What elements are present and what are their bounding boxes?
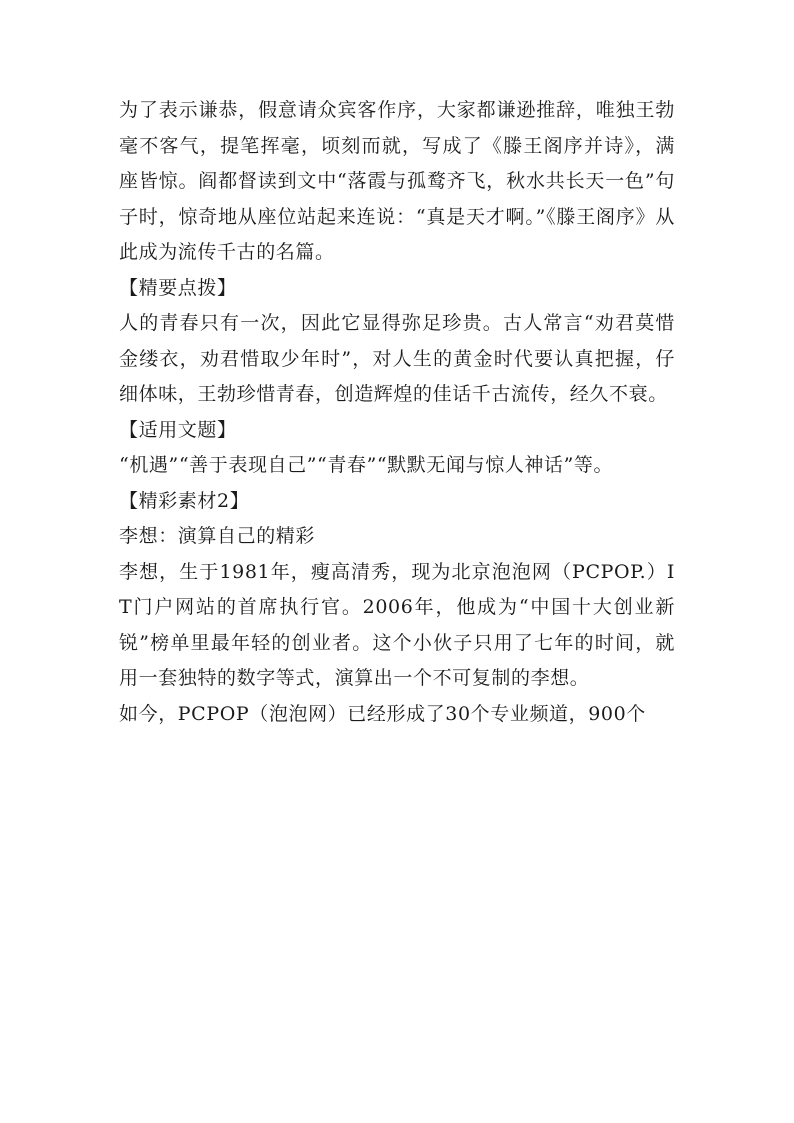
paragraph-pcpop: 如今，PCPOP（泡泡网）已经形成了30个专业频道，900个 [119,702,646,725]
paragraph-applicable-topics: “机遇”“善于表现自己”“青春”“默默无闻与惊人神话”等。 [119,454,614,476]
paragraph-key-points: 人的青春只有一次，因此它显得弥足珍贵。古人常言“劝君莫惜金缕衣，劝君惜取少年时”，对人生的黄金时代要认真把握，仔细体味，王勃珍惜青春，创造辉煌的佳话千古流传，经久不衰。 [119,312,675,405]
section-heading-applicable-topics: 【适用文题】 [119,418,237,441]
document-body [119,93,675,732]
paragraph-wang-bo-story: 为了表示谦恭，假意请众宾客作序，大家都谦逊推辞，唯独王勃毫不客气，提笔挥毫，顷刻而就，写成了《滕王阁序并诗》，满座皆惊。阎都督读到文中“落霞与孤鹜齐飞，秋水共长天一色”句子时，惊奇地从座位站起来连说：“真是天才啊。”《滕王阁序》从此成为流传千古的名篇。 [119,99,675,263]
material-title: 李想：演算自己的精彩 [119,525,316,547]
section-heading-key-points: 【精要点拨】 [119,276,237,299]
section-heading-material-2: 【精彩素材2】 [119,489,250,512]
paragraph-li-xiang-bio: 李想，生于1981年，瘦高清秀，现为北京泡泡网（PCPOP.）IT门户网站的首席执行官。2006年，他成为“中国十大创业新锐”榜单里最年轻的创业者。这个小伙子只用了七年的时间，就用一套独特的数字等式，演算出一个不可复制的李想。 [119,560,675,689]
